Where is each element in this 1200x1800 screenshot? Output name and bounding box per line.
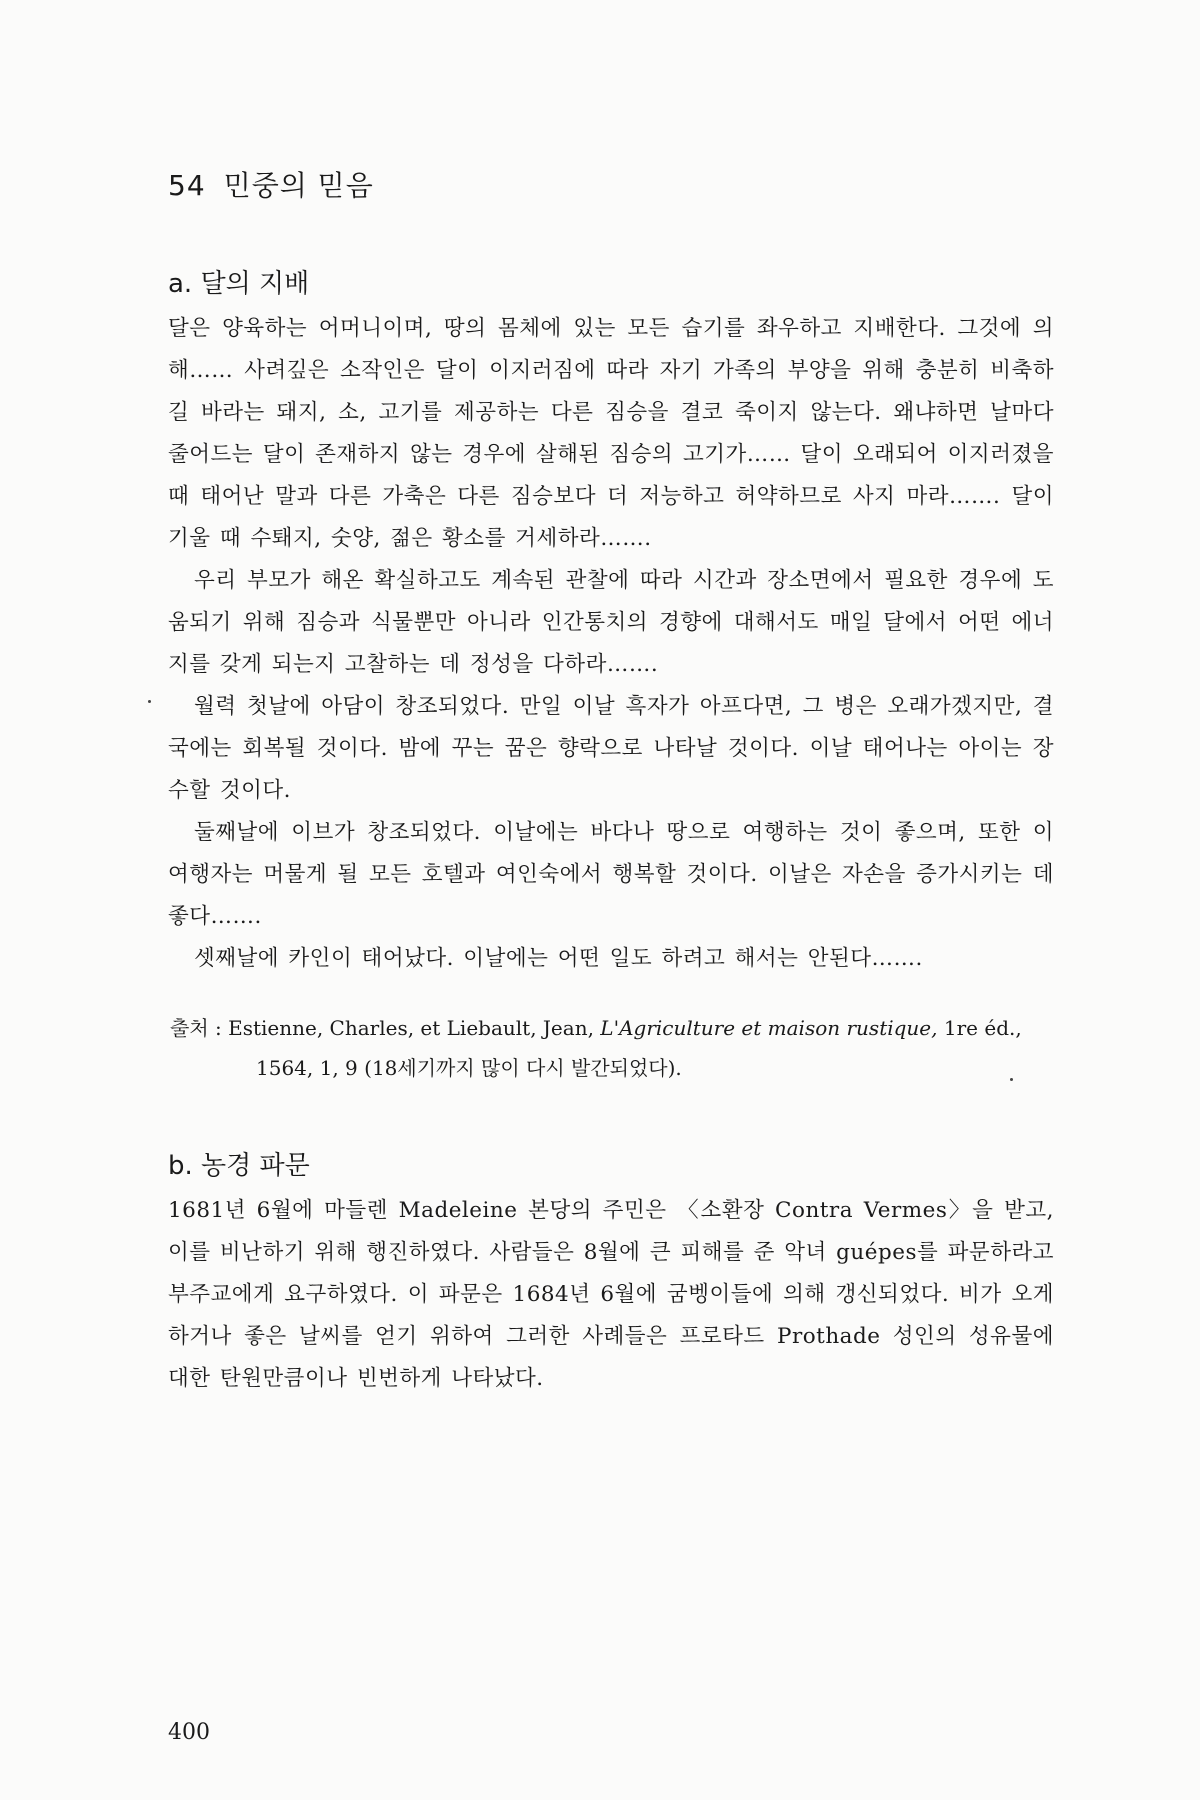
page-number: 400	[168, 1720, 210, 1745]
section-a-paragraph-3: 월력 첫날에 아담이 창조되었다. 만일 이날 흑자가 아프다면, 그 병은 오래가겠지만, 결국에는 회복될 것이다. 밤에 꾸는 꿈은 향락으로 나타날 것이다. 이날 태어나는 아이는 장수할 것이다.	[168, 694, 1054, 803]
source-authors: Estienne, Charles, et Liebault, Jean,	[228, 1016, 594, 1040]
section-a-paragraph-5: 셋째날에 카인이 태어났다. 이날에는 어떤 일도 하려고 해서는 안된다…….	[194, 946, 923, 971]
chapter-name: 민중의 믿음	[223, 169, 374, 202]
chapter-number: 54	[168, 169, 206, 202]
source-work-title: L'Agriculture et maison rustique,	[600, 1016, 938, 1040]
scan-speck	[1010, 1078, 1013, 1081]
source-citation	[168, 1008, 1054, 1088]
section-b-title: b. 농경 파문	[168, 1151, 310, 1181]
source-label: 출처	[170, 1016, 209, 1040]
source-line-2: 1564, 1, 9 (18세기까지 많이 다시 발간되었다).	[256, 1056, 682, 1080]
page-content	[168, 166, 1054, 1400]
source-edition: 1re éd.,	[943, 1016, 1022, 1040]
scan-speck	[148, 700, 151, 703]
section-b-paragraph-1: 1681년 6월에 마들렌 Madeleine 본당의 주민은 〈소환장 Contra Vermes〉을 받고, 이를 비난하기 위해 행진하였다. 사람들은 8월에 큰 피해를 준 악녀 guépes를 파문하라고 부주교에게 요구하였다. 이 파문은 1684년 6월에 굼벵이들에 의해 갱신되었다. 비가 오게 하거나 좋은 날씨를 얻기 위하여 그러한 사례들은 프로타드 Prothade 성인의 성유물에 대한 탄원만큼이나 빈번하게 나타났다.	[168, 1198, 1054, 1391]
section-a-paragraph-4: 둘째날에 이브가 창조되었다. 이날에는 바다나 땅으로 여행하는 것이 좋으며, 또한 이 여행자는 머물게 될 모든 호텔과 여인숙에서 행복할 것이다. 이날은 자손을 증가시키는 데 좋다…….	[168, 820, 1054, 929]
section-a-paragraph-2: 우리 부모가 해온 확실하고도 계속된 관찰에 따라 시간과 장소면에서 필요한 경우에 도움되기 위해 짐승과 식물뿐만 아니라 인간통치의 경향에 대해서도 매일 달에서 어떤 에너지를 갖게 되는지 고찰하는 데 정성을 다하라…….	[168, 568, 1054, 677]
source-line-1: 출처 : Estienne, Charles, et Liebault, Jean, L'Agriculture et maison rustique, 1re éd.,	[170, 1016, 1022, 1040]
section-a-title: a. 달의 지배	[168, 269, 310, 299]
section-a-paragraph-1: 달은 양육하는 어머니이며, 땅의 몸체에 있는 모든 습기를 좌우하고 지배한다. 그것에 의해…… 사려깊은 소작인은 달이 이지러짐에 따라 자기 가족의 부양을 위해 충분히 비축하길 바라는 돼지, 소, 고기를 제공하는 다른 짐승을 결코 죽이지 않는다. 왜냐하면 날마다 줄어드는 달이 존재하지 않는 경우에 살해된 짐승의 고기가…… 달이 오래되어 이지러졌을 때 태어난 말과 다른 가축은 다른 짐승보다 더 저능하고 허약하므로 사지 마라……. 달이 기울 때 수퇘지, 숫양, 젊은 황소를 거세하라…….	[168, 316, 1054, 551]
chapter-title	[168, 166, 1054, 206]
